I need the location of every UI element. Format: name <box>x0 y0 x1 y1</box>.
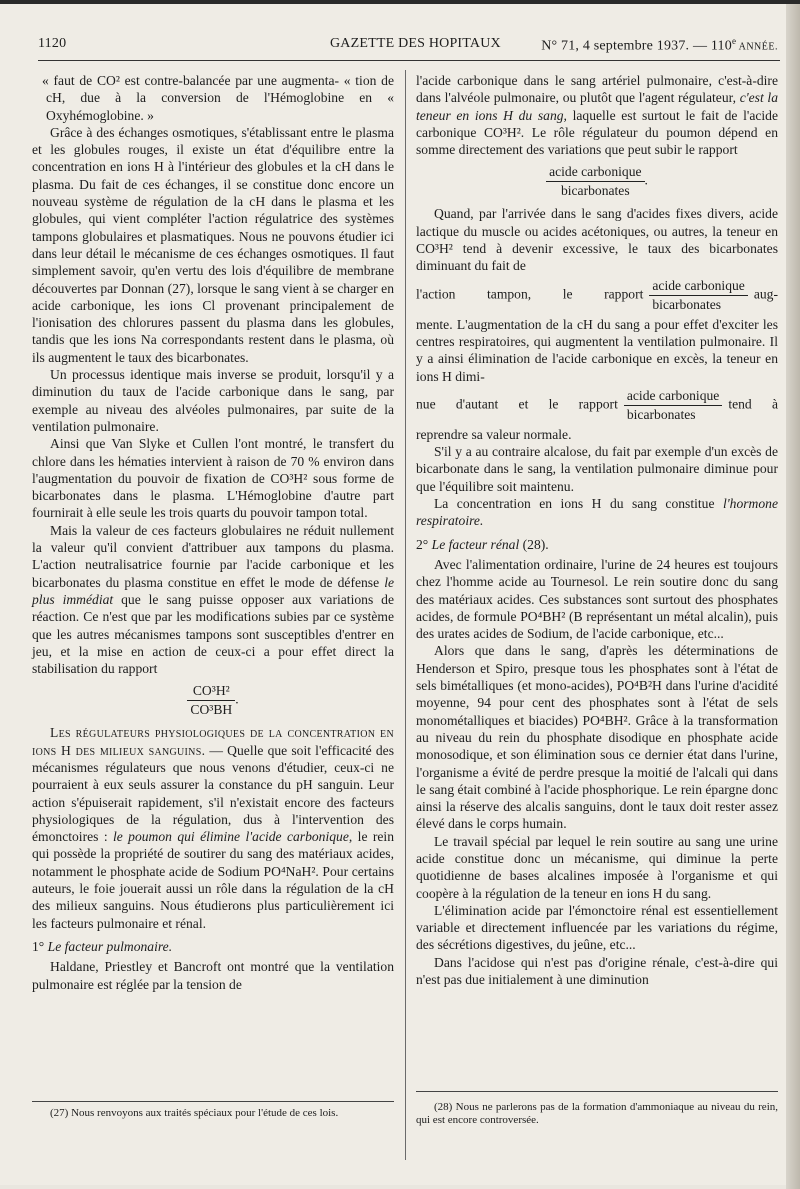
ratio-formula: $\frac{\text{CO³H²}}{\text{CO³BH}}$ . <box>32 683 394 718</box>
footnote-right <box>416 1101 778 1127</box>
subsection-heading <box>416 536 778 553</box>
text-run: aug- <box>753 286 778 302</box>
issue-line <box>541 36 778 55</box>
text-run: l'action tampon, le rapport <box>416 286 644 302</box>
inline-formula-line <box>416 278 778 313</box>
paragraph <box>416 495 778 530</box>
paragraph: Un processus identique mais inverse se produit, lorsqu'il y a diminution du taux de l'acide carbonique dans le sang, par exemple au niveau des alvéoles pulmonaires, par suite de la ventilation pulmonaire. <box>32 367 394 434</box>
paragraph: Avec l'alimentation ordinaire, l'urine de 24 heures est toujours chez l'homme acide au Tournesol. Le rein soutire donc du sang des matériaux acides. Ces substances sont surtout des phosphates acides, de formule PO⁴BH² (B représentant un métal alcalin), puis des urates acides de Sodium, de l'acide carbonique, etc... <box>416 556 778 642</box>
footnote-rule <box>32 1101 394 1102</box>
footnote-text: (27) Nous renvoyons aux traités spéciaux pour l'étude de ces lois. <box>50 1107 339 1119</box>
paragraph: S'il y a au contraire alcalose, du fait par exemple d'un excès de bicarbonate dans le sang, la ventilation pulmonaire diminue pour que l'équilibre soit maintenu. <box>416 444 778 494</box>
emphasis: le plus immédiat <box>32 574 394 607</box>
footnote-left <box>32 1107 394 1120</box>
subsection-heading <box>32 938 394 955</box>
section-heading: Les régulateurs physiologiques de la concentration en ions H des milieux sanguins. <box>32 725 394 758</box>
fraction-denominator: CO³BH <box>190 702 233 718</box>
fraction-numerator: CO³H² <box>187 683 235 701</box>
text-run: nue d'autant et le rapport <box>416 396 618 412</box>
emphasis: le poumon qui élimine l'acide carbonique <box>112 829 349 845</box>
inline-formula-line <box>416 388 778 423</box>
issue-year-label: ANNÉE. <box>736 41 778 53</box>
column-separator <box>405 70 406 1160</box>
section-paragraph <box>32 724 394 932</box>
paragraph: Haldane, Priestley et Bancroft ont montré que la ventilation pulmonaire est réglée par la tension de <box>32 959 394 992</box>
subsection-number: 1° <box>32 938 45 954</box>
paragraph: mente. L'augmentation de la cH du sang a pour effet d'exciter les centres respiratoires, qui augmentent la ventilation pulmonaire. Il y a ainsi élimination de l'acide carbonique en excès, la teneur en ions H dimi- <box>416 316 778 384</box>
issue-date: N° 71, 4 septembre 1937. — 110 <box>541 38 732 54</box>
text-run: laquelle est surtout le fait de l'acide carbonique CO³H². Le rôle régulateur du poumon dépend en somme directement des variations que peut subir le rapport <box>416 107 778 158</box>
fraction-denominator: bicarbonates <box>652 296 722 312</box>
subsection-number: 2° <box>416 536 429 552</box>
text-run: , le rein qui possède la propriété de soutirer du sang des matériaux acides, notamment le phosphate acide de Sodium PO⁴NaH². Pour certains auteurs, le foie jouerait aussi un rôle dans la régulation de la cH des milieux sanguins. Nous étudierons plus particulièrement ici les facteurs pulmonaire et rénal. <box>32 829 394 931</box>
paragraph: L'élimination acide par l'émonctoire rénal est essentiellement variable et directement influencée par les variations du régime, des sécrétions digestives, du jeûne, etc... <box>416 902 778 953</box>
paragraph: Le travail spécial par lequel le rein soutire au sang une urine acide constitue donc un mécanisme, qui diminue la perte quotidienne de bases alcalines imposée à l'organisme et qui coopère à la régulation de la teneur en ions H du sang. <box>416 833 778 901</box>
paragraph: Ainsi que Van Slyke et Cullen l'ont montré, le transfert du chlore dans les hématies intervient à raison de 70 % environ dans l'augmentation du pouvoir de fixation de CO³H² sous forme de bicarbonates dans le plasma. L'Hémoglobine d'autre part fournirait à elle seule les trois quarts du pouvoir tampon total. <box>32 436 394 521</box>
journal-title: GAZETTE DES HOPITAUX <box>330 36 501 51</box>
footnote-rule <box>416 1091 778 1092</box>
fraction-numerator: acide carbonique <box>624 388 722 406</box>
text-run: que le sang puisse opposer aux variations de réaction. Ce n'est que par les modifications subies par ce système que les autres mécanismes tampons sont susceptibles d'entrer en jeu, et la mise en action de ceux-ci a pour effet direct la stabilisation du rapport <box>32 591 394 677</box>
paragraph: reprendre sa valeur normale. <box>416 426 572 442</box>
header-rule <box>38 60 780 61</box>
page-edge-shadow <box>786 4 800 1189</box>
paragraph <box>416 72 778 158</box>
fraction-denominator: bicarbonates <box>560 183 630 199</box>
text-run: tend à <box>728 396 778 412</box>
footnote-ref: (28). <box>519 536 549 552</box>
page-number: 1120 <box>38 36 67 51</box>
fraction <box>624 388 722 423</box>
footnote-text: (28) Nous ne parlerons pas de la formation d'ammoniaque au niveau du rein, qui est encore controversée. <box>416 1101 778 1126</box>
paragraph: Quand, par l'arrivée dans le sang d'acides fixes divers, acide lactique du muscle ou acides acétoniques, ou autres, la teneur en CO³H² tend à devenir excessive, le taux des bicarbonates diminuant du fait de <box>416 206 778 274</box>
quote-paragraph: « faut de CO² est contre-balancée par une augmenta- « tion de cH, due à la conversion de l'Hémoglobine en « Oxyhémoglobine. » <box>42 73 394 123</box>
right-column <box>416 72 778 988</box>
fraction-denominator: bicarbonates <box>626 406 696 422</box>
text-run: — Quelle que soit l'efficacité des mécanismes régulateurs que nous venons d'étudier, ceux-ci ne pourraient à eux seuls assurer la constance du pH sanguin. Leur action s'épuiserait rapidement, s'il n'existait encore des facteurs physiologiques de la régulation, dus à l'intervention des émonctoires : <box>32 742 394 845</box>
page-header <box>38 36 778 58</box>
paragraph: Grâce à des échanges osmotiques, s'établissant entre le plasma et les globules rouges, il existe un état d'équilibre entre la concentration en ions H à l'intérieur des globules et la cH dans le plasma. Du fait de ces échanges, il se constitue donc encore un nouveau système de régulation de la cH dans le plasma et les globules, qui vient compléter l'action régulatrice des systèmes tampons globulaires et plasmatiques. Nous ne pouvons étudier ici dans leur détail le mécanisme de ces échanges osmotiques. Il faut simplement savoir, qu'en vertu des lois d'équilibre de membrane découvertes par Donnan (27), lorsque le sang vient à se charger en acide carbonique, les ions Cl provenant principalement de l'ionisation des chlorures passent du plasma dans les globules, tandis que les ions Na correspondants restent dans le plasma, où ils augmentent le taux des bicarbonates. <box>32 124 394 365</box>
subsection-title: Le facteur pulmonaire. <box>44 938 173 954</box>
paragraph: Alors que dans le sang, d'après les déterminations de Henderson et Spiro, presque tous les phosphates sont à l'état de sels bimétalliques (et mono-acides), PO⁴B²H dans l'urine d'acidité moyenne, 94 pour cent des phosphates sont à l'état de sels monométalliques et biacides) PO⁴BH². Grâce à la transformation au niveau du rein du phosphate disodique en phosphate acide monosodique, et son élimination sous ce dernier état dans l'urine, l'organisme a évité de perdre presque la moitié de l'alcali qui dans le sang était combiné à l'acide phosphorique. Le rein épargne donc ainsi la réserve des alcalis sanguins, dont le taux doit rester assez élevé dans le corps humain. <box>416 643 778 832</box>
paragraph <box>32 522 394 678</box>
paragraph: Dans l'acidose qui n'est pas d'origine rénale, c'est-à-dire qui n'est pas due initialement à une diminution <box>416 954 778 988</box>
text-run: La concentration en ions H du sang constitue <box>434 496 723 512</box>
fraction <box>649 278 747 313</box>
emphasis: l'hormone respiratoire. <box>416 496 778 529</box>
fraction <box>187 683 235 718</box>
fraction-numerator: acide carbonique <box>649 278 747 296</box>
ratio-formula: $\frac{\text{acide carbonique}}{\text{bicarbonates}}$ . <box>416 164 778 199</box>
left-column <box>32 72 394 993</box>
issue-suffix: e <box>731 36 737 46</box>
fraction <box>546 164 644 199</box>
text-run: l'acide carbonique dans le sang artériel pulmonaire, c'est-à-dire dans l'alvéole pulmonaire, ou plutôt que l'agent régulateur, <box>416 73 778 106</box>
emphasis: c'est la teneur en ions H du sang, <box>416 90 778 123</box>
text-run: Mais la valeur de ces facteurs globulaires ne réduit nullement la valeur qu'il convient d'attribuer aux tampons du plasma. L'action neutralisatrice fournie par l'acide carbonique et les bicarbonates du plasma constitue en effet le mode de défense <box>32 522 394 590</box>
subsection-title: Le facteur rénal <box>428 536 520 552</box>
fraction-numerator: acide carbonique <box>546 164 644 182</box>
